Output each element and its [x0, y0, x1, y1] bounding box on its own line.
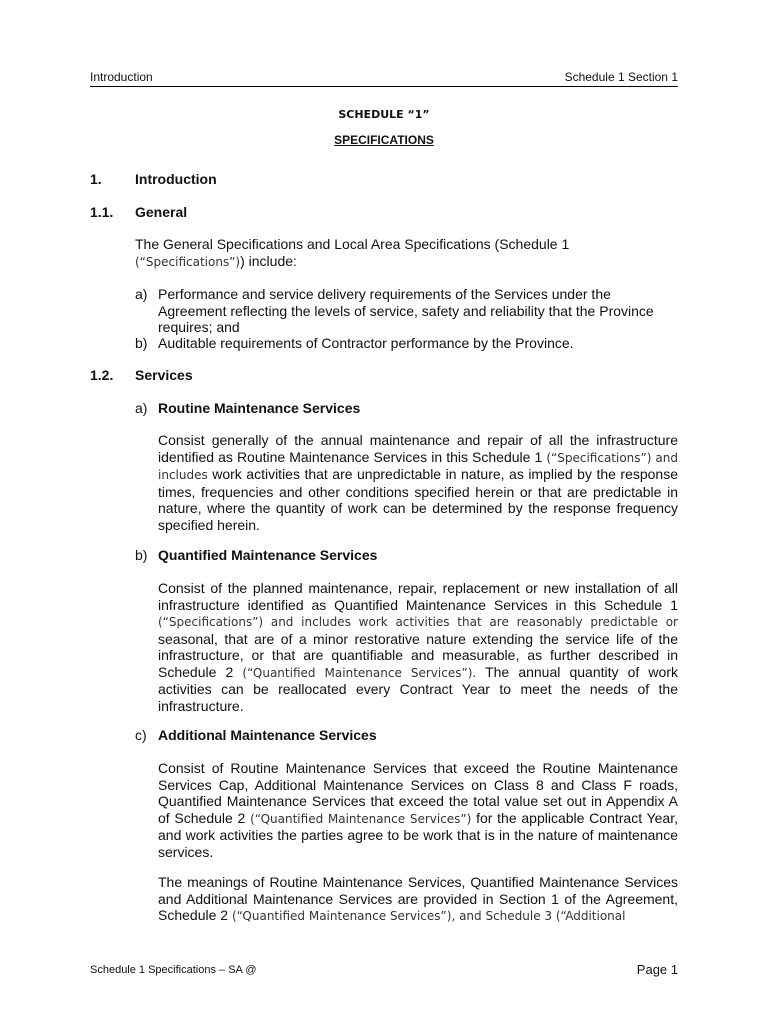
general-intro-end: ) include: — [240, 252, 297, 269]
section-1-2-number: 1.2. — [90, 367, 114, 383]
routine-text-2: work activities that are unpredictable in nature, as implied by the response times, frequencies and other conditions specified herein or that are predictable in nature, where the quantity of work can be determined by the response frequency specified herein. — [158, 466, 678, 533]
section-1-1-number: 1.1. — [90, 204, 114, 220]
quantified-text-3: The annual quantity of work activities can be reallocated every Contract Year to meet the needs of the infrastructure. — [158, 663, 678, 714]
section-1-2-title: Services — [135, 367, 193, 383]
general-intro-text: The General Specifications and Local Area Specifications (Schedule 1 — [135, 236, 570, 252]
quantified-maintenance-heading: Quantified Maintenance Services — [158, 547, 378, 563]
quantified-maintenance-paragraph — [158, 580, 678, 714]
item-b-text: Auditable requirements of Contractor performance by the Province. — [158, 335, 574, 351]
additional-maintenance-heading: Additional Maintenance Services — [158, 727, 377, 743]
quantified-text-1: Consist of the planned maintenance, repair, replacement or new installation of all infrastructure identified as Quantified Maintenance Services in this Schedule 1 — [158, 580, 678, 613]
services-b-marker: b) — [135, 547, 148, 563]
routine-text-1: Consist generally of the annual maintenance and repair of all the infrastructure identified as Routine Maintenance Services in this Schedule 1 — [158, 432, 678, 465]
general-intro-alt: (“Specifications”) — [135, 254, 241, 269]
specifications-title: SPECIFICATIONS — [334, 133, 434, 147]
services-a-marker: a) — [135, 400, 148, 416]
meanings-text: The meanings of Routine Maintenance Services, Quantified Maintenance Services and Additional Maintenance Services are provided in Section 1 of the Agreement, Schedule 2 — [158, 874, 678, 923]
additional-alt: (“Quantified Maintenance Services”) — [250, 811, 472, 826]
item-a-text: Performance and service delivery requirements of the Services under the Agreement reflecting the levels of service, safety and reliability that the Province requires; and — [158, 286, 654, 335]
quantified-alt-2: (“Quantified Maintenance Services”). — [242, 665, 477, 680]
meanings-paragraph — [158, 874, 678, 925]
page-number: Page 1 — [636, 962, 678, 977]
routine-maintenance-heading: Routine Maintenance Services — [158, 400, 361, 416]
quantified-text-2: seasonal, that are of a minor restorative nature extending the service life of the infrastructure, or that are quantifiable and measurable, as further described in Schedule 2 — [158, 630, 678, 680]
routine-alt: (“Specifications”) and includes — [158, 450, 678, 482]
page-header — [90, 68, 678, 87]
additional-text-2: for the applicable Contract Year, and work activities the parties agree to be work that is in the nature of maintenance services. — [158, 809, 678, 860]
additional-text-1: Consist of Routine Maintenance Services that exceed the Routine Maintenance Services Cap, Additional Maintenance Services on Class 8 and Class F roads, Quantified Maintenance Services that exceed the total value set out in Appendix A of Schedule 2 — [158, 760, 678, 826]
item-b-marker: b) — [135, 335, 148, 351]
additional-maintenance-paragraph — [158, 760, 678, 860]
section-1-title: Introduction — [135, 171, 217, 187]
services-c-marker: c) — [135, 727, 147, 743]
item-a-marker: a) — [135, 286, 148, 302]
footer-left: Schedule 1 Specifications – SA @ — [90, 964, 257, 976]
header-right: Schedule 1 Section 1 — [564, 70, 678, 84]
routine-maintenance-paragraph — [158, 432, 678, 533]
section-1-number: 1. — [90, 171, 102, 187]
header-left: Introduction — [90, 70, 153, 84]
quantified-alt: (“Specifications”) and includes work activities that are reasonably predictable or — [158, 615, 678, 629]
schedule-title: SCHEDULE “1” — [338, 108, 430, 121]
general-intro-paragraph — [135, 236, 680, 270]
meanings-alt: (“Quantified Maintenance Services”), and Schedule 3 (“Additional — [231, 909, 626, 923]
section-1-1-title: General — [135, 204, 188, 220]
